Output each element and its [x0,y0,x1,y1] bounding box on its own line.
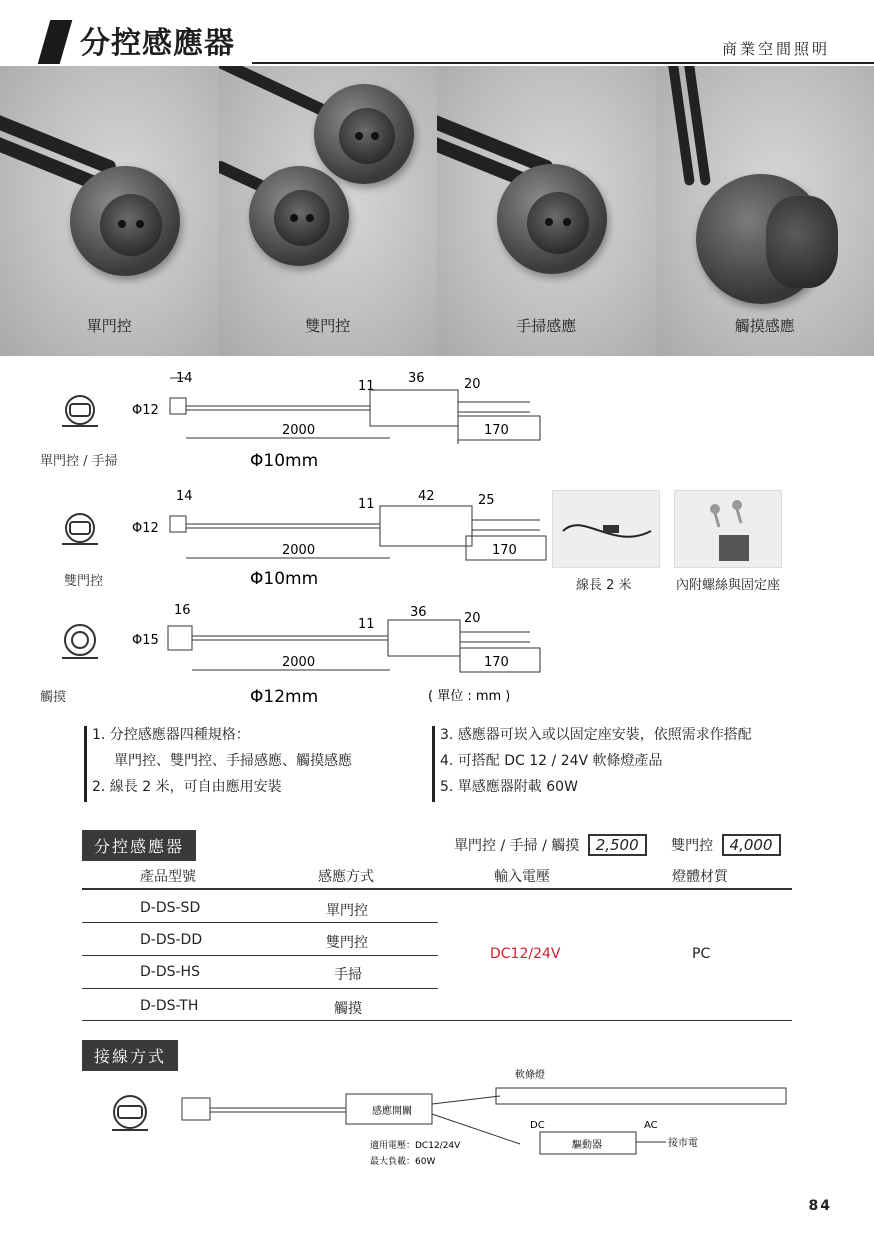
dimension-diagram-double [40,486,560,596]
table-row-rule [82,922,438,923]
table-cell-model: D-DS-TH [140,998,199,1014]
table-row-rule [82,955,438,956]
category-label: 商業空間照明 [721,40,830,58]
svg-text:Φ12: Φ12 [132,521,159,536]
svg-text:適用電壓：DC12/24V: 適用電壓：DC12/24V [370,1141,461,1151]
photo-caption: 手掃感應 [516,317,577,335]
price-b-label: 雙門控 [671,838,714,854]
note-line: 5. 單感應器附載 60W [440,779,578,795]
svg-text:Φ12: Φ12 [132,403,159,418]
svg-text:16: 16 [174,604,191,618]
table-cell-model: D-DS-DD [140,932,203,948]
svg-text:接市電: 接市電 [668,1138,698,1149]
svg-text:DC: DC [530,1120,545,1131]
svg-text:36: 36 [410,605,427,620]
table-cell-model: D-DS-HS [140,964,200,980]
svg-text:14: 14 [176,371,193,386]
notes-left [92,722,422,800]
photo-hand-sweep [437,66,656,356]
svg-text:20: 20 [464,611,481,626]
svg-text:2000: 2000 [282,543,316,558]
svg-text:11: 11 [358,617,375,632]
note-line: 4. 可搭配 DC 12 / 24V 軟條燈產品 [440,753,663,769]
column-header: 產品型號 [140,869,196,885]
accessory-screw-image [674,490,782,568]
svg-text:2000: 2000 [282,423,316,438]
wiring-diagram [100,1066,800,1176]
svg-text:Φ12mm: Φ12mm [250,687,319,707]
accessory-cable-image [552,490,660,568]
table-cell-material: PC [692,946,711,962]
table-cell-voltage: DC12/24V [490,946,561,962]
note-line: 2. 線長 2 米，可自由應用安裝 [92,779,282,795]
dimension-diagram-touch [40,604,560,714]
page-header [0,0,874,66]
svg-text:2000: 2000 [282,655,316,670]
svg-text:11: 11 [358,379,375,394]
price-a-value: 2,500 [588,834,647,856]
column-header: 感應方式 [318,869,374,885]
svg-text:軟條燈: 軟條燈 [515,1070,545,1081]
svg-text:36: 36 [408,371,425,386]
note-line: 3. 感應器可崁入或以固定座安裝，依照需求作搭配 [440,727,752,743]
wiring-section-label: 接線方式 [82,1040,178,1071]
diagram-label-double: 雙門控 [64,574,104,589]
svg-text:170: 170 [484,655,509,670]
page-number: 84 [808,1198,832,1214]
accessory-caption: 內附螺絲與固定座 [676,578,781,593]
svg-text:20: 20 [464,377,481,392]
title-slash-mark [38,20,73,64]
diagram-label-touch: 觸摸 [40,690,67,705]
notes-right [440,722,860,800]
photo-caption: 觸摸感應 [734,317,795,335]
svg-text:170: 170 [492,543,517,558]
header-rule [252,62,874,64]
note-line: 單門控、雙門控、手掃感應、觸摸感應 [114,753,352,769]
svg-text:14: 14 [176,489,193,504]
price-b-value: 4,000 [722,834,781,856]
table-header-rule [82,888,792,890]
product-photo-strip [0,66,874,356]
photo-double-door [219,66,438,356]
photo-caption: 單門控 [86,317,132,335]
spec-section-label: 分控感應器 [82,830,196,861]
svg-text:11: 11 [358,497,375,512]
photo-caption: 雙門控 [305,317,351,335]
accessory-caption: 線長 2 米 [576,578,632,593]
svg-text:最大負載：60W: 最大負載：60W [370,1157,436,1167]
table-cell-mode: 單門控 [326,903,368,919]
svg-text:Φ10mm: Φ10mm [250,451,319,471]
diagram-label-single-hand: 單門控 / 手掃 [40,454,118,469]
svg-text:Φ15: Φ15 [132,633,159,648]
column-header: 燈體材質 [672,869,728,885]
page-title: 分控感應器 [80,26,235,61]
svg-text:Φ10mm: Φ10mm [250,569,319,589]
table-cell-mode: 手掃 [334,967,362,983]
note-line: 1. 分控感應器四種規格： [92,727,250,743]
svg-text:AC: AC [644,1120,658,1131]
svg-text:42: 42 [418,489,435,504]
table-cell-model: D-DS-SD [140,900,201,916]
svg-text:170: 170 [484,423,509,438]
svg-text:( 單位 : mm ): ( 單位 : mm ) [428,689,511,704]
price-line [454,834,781,856]
column-header: 輸入電壓 [494,869,550,885]
table-bottom-rule [82,1020,792,1021]
svg-text:驅動器: 驅動器 [572,1140,602,1151]
price-a-label: 單門控 / 手掃 / 觸摸 [454,838,580,854]
table-cell-mode: 觸摸 [334,1001,362,1017]
photo-single-door [0,66,219,356]
svg-text:25: 25 [478,493,495,508]
dimension-diagram-single-hand [40,368,560,478]
photo-touch [656,66,874,356]
table-cell-mode: 雙門控 [326,935,368,951]
svg-text:感應開關: 感應開關 [372,1106,412,1117]
table-row-rule [82,988,438,989]
